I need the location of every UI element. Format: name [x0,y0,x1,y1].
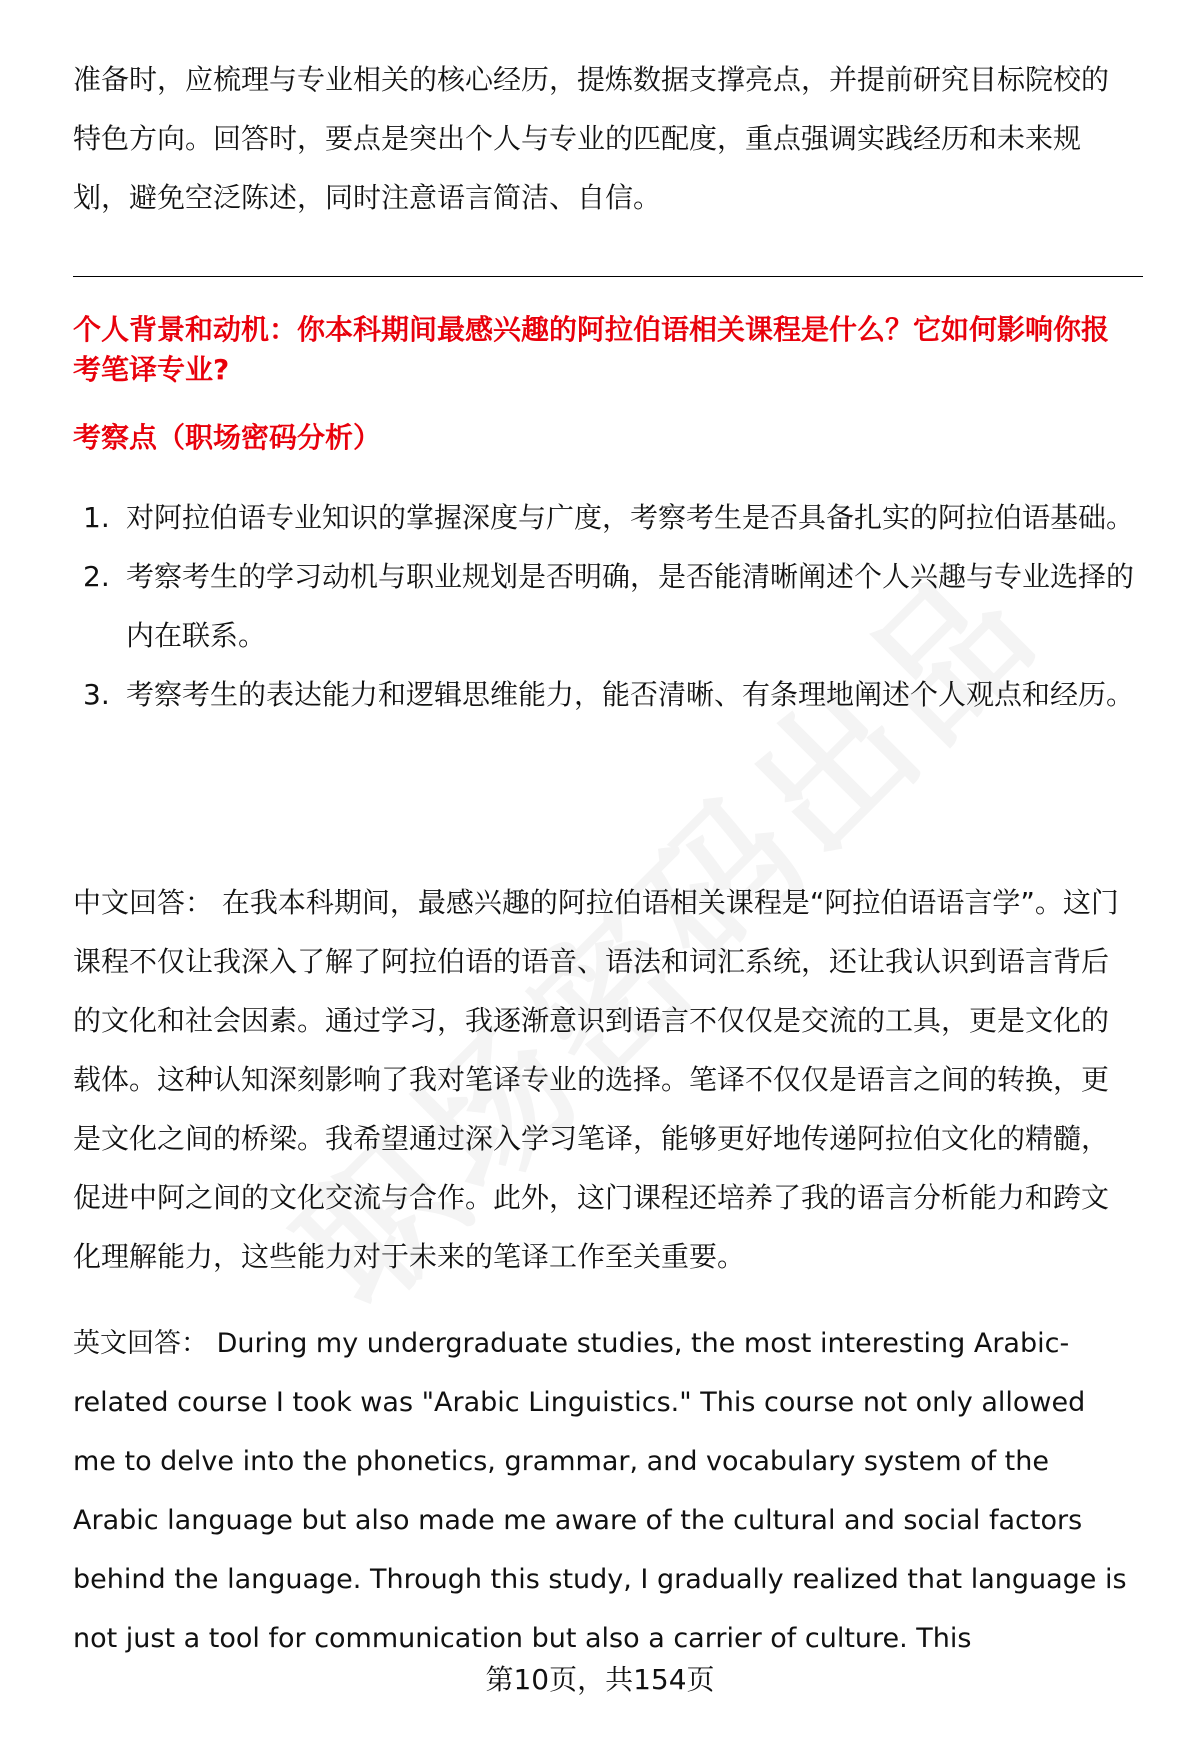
points-heading: 考察点（职场密码分析） [73,421,382,454]
page-number: 第10页，共154页 [485,1663,715,1696]
list-number: 1. [83,501,110,534]
list-item [73,488,1135,547]
list-number: 2. [83,560,110,593]
list-text: 对阿拉伯语专业知识的掌握深度与广度，考察考生是否具备扎实的阿拉伯语基础。 [126,501,1135,534]
intro-paragraph: 准备时，应梳理与专业相关的核心经历，提炼数据支撑亮点，并提前研究目标院校的特色方向。回答时，要点是突出个人与专业的匹配度，重点强调实践经历和未来规划，避免空泛陈述，同时注意语言简洁、自信。 [73,63,1110,214]
question-heading: 个人背景和动机：你本科期间最感兴趣的阿拉伯语相关课程是什么？它如何影响你报考笔译专业? [73,313,1110,386]
points-list [73,488,1135,724]
chinese-answer: 中文回答： 在我本科期间，最感兴趣的阿拉伯语相关课程是“阿拉伯语语言学”。这门课程不仅让我深入了解了阿拉伯语的语音、语法和词汇系统，还让我认识到语言背后的文化和社会因素。通过学习，我逐渐意识到语言不仅仅是交流的工具，更是文化的载体。这种认知深刻影响了我对笔译专业的选择。笔译不仅仅是语言之间的转换，更是文化之间的桥梁。我希望通过深入学习笔译，能够更好地传递阿拉伯文化的精髓，促进中阿之间的文化交流与合作。此外，这门课程还培养了我的语言分析能力和跨文化理解能力，这些能力对于未来的笔译工作至关重要。 [73,886,1119,1273]
section-divider [73,276,1143,277]
list-text: 考察考生的学习动机与职业规划是否明确，是否能清晰阐述个人兴趣与专业选择的内在联系。 [126,560,1135,652]
list-text: 考察考生的表达能力和逻辑思维能力，能否清晰、有条理地阐述个人观点和经历。 [126,678,1135,711]
list-item [73,547,1135,665]
list-number: 3. [83,678,110,711]
list-item [73,665,1135,724]
english-answer: 英文回答： During my undergraduate studies, the most interesting Arabic-related course I took was "Arabic Linguistics." This course not only allowed me to delve into the phonetics, grammar, and vocabulary system of the Arabic language but also made me aware of the cultural and social factors behind the language. Through this study, I gradually realized that language is not just a tool for communication but also a carrier of culture. This [73,1328,1127,1654]
